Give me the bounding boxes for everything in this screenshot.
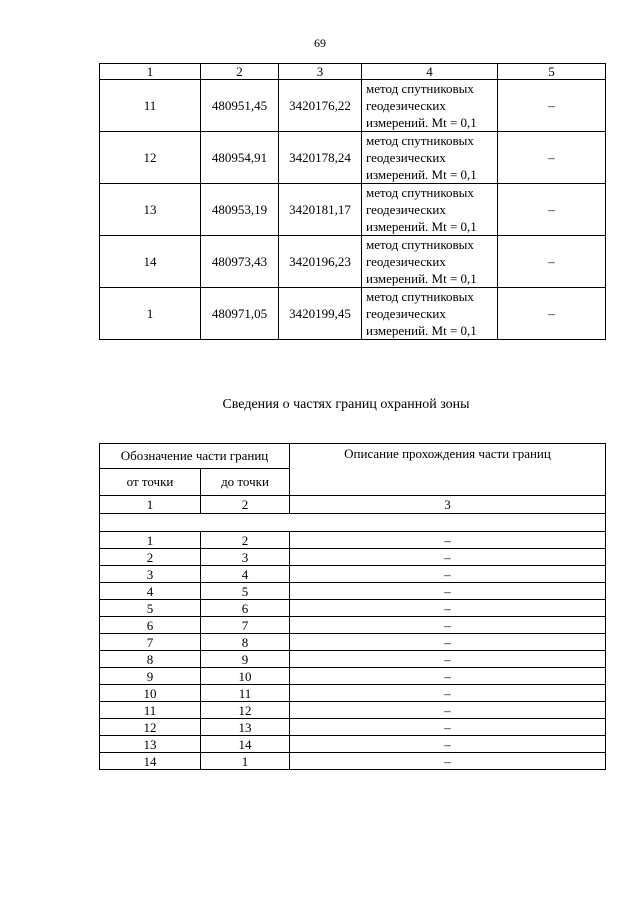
column-number: 4 [362,64,498,80]
from-point: 4 [100,583,201,600]
from-point: 11 [100,702,201,719]
note-cell: – [498,80,606,132]
section-title: Сведения о частях границ охранной зоны [222,397,470,412]
to-point: 11 [201,685,290,702]
table-row [100,80,606,132]
table-row [100,651,606,668]
table-row [100,719,606,736]
boundary-description: – [290,617,606,634]
table-row [100,532,606,549]
coordinate-y: 3420176,22 [279,80,362,132]
to-point: 9 [201,651,290,668]
note-cell: – [498,184,606,236]
coordinates-table [99,63,606,340]
column-number: 3 [290,496,606,514]
blank-cell [100,514,606,532]
coordinate-x: 480953,19 [201,184,279,236]
table-header-row [100,444,606,469]
method-description: метод спутниковых геодезических измерений. Mt = 0,1 [362,184,498,236]
note-cell: – [498,288,606,340]
point-number: 11 [100,80,201,132]
to-point: 6 [201,600,290,617]
point-number: 14 [100,236,201,288]
from-point: 2 [100,549,201,566]
to-point: 1 [201,753,290,770]
table-row [100,736,606,753]
column-number: 1 [100,64,201,80]
point-number: 13 [100,184,201,236]
table-row [100,600,606,617]
note-cell: – [498,236,606,288]
from-point: 13 [100,736,201,753]
table-row [100,753,606,770]
table-row [100,236,606,288]
note-cell: – [498,132,606,184]
from-point: 6 [100,617,201,634]
method-description: метод спутниковых геодезических измерений. Mt = 0,1 [362,80,498,132]
to-point: 10 [201,668,290,685]
boundary-description: – [290,583,606,600]
coordinate-y: 3420181,17 [279,184,362,236]
coordinate-y: 3420178,24 [279,132,362,184]
table-row [100,617,606,634]
boundary-description: – [290,668,606,685]
from-point: 12 [100,719,201,736]
method-description: метод спутниковых геодезических измерений. Mt = 0,1 [362,288,498,340]
to-point: 4 [201,566,290,583]
table-row [100,634,606,651]
from-point-header: от точки [100,469,201,496]
to-point: 13 [201,719,290,736]
table-row [100,668,606,685]
from-point: 1 [100,532,201,549]
boundary-description: – [290,634,606,651]
table-row [100,132,606,184]
boundary-parts-table [99,443,606,770]
method-description: метод спутниковых геодезических измерений. Mt = 0,1 [362,132,498,184]
table-row [100,702,606,719]
coordinate-x: 480954,91 [201,132,279,184]
parts-table-body [100,532,606,770]
boundary-description: – [290,566,606,583]
page-number: 69 [314,36,326,50]
to-point: 5 [201,583,290,600]
designation-header: Обозначение части границ [100,444,290,469]
table-header-row [100,64,606,80]
coordinate-y: 3420199,45 [279,288,362,340]
column-number: 5 [498,64,606,80]
boundary-description: – [290,719,606,736]
coordinate-x: 480973,43 [201,236,279,288]
to-point: 8 [201,634,290,651]
column-number: 1 [100,496,201,514]
from-point: 9 [100,668,201,685]
column-number: 3 [279,64,362,80]
method-description: метод спутниковых геодезических измерений. Mt = 0,1 [362,236,498,288]
column-number-row [100,496,606,514]
table-row [100,288,606,340]
table-row [100,566,606,583]
boundary-description: – [290,685,606,702]
boundary-description: – [290,702,606,719]
table-row [100,583,606,600]
column-number: 2 [201,64,279,80]
boundary-description: – [290,532,606,549]
to-point: 7 [201,617,290,634]
from-point: 8 [100,651,201,668]
blank-row [100,514,606,532]
description-header: Описание прохождения части границ [290,444,606,496]
point-number: 1 [100,288,201,340]
to-point-header: до точки [201,469,290,496]
to-point: 2 [201,532,290,549]
table-row [100,184,606,236]
coordinate-x: 480971,05 [201,288,279,340]
boundary-description: – [290,736,606,753]
coordinate-x: 480951,45 [201,80,279,132]
point-number: 12 [100,132,201,184]
boundary-description: – [290,549,606,566]
to-point: 14 [201,736,290,753]
column-number: 2 [201,496,290,514]
boundary-description: – [290,600,606,617]
table-row [100,549,606,566]
from-point: 5 [100,600,201,617]
from-point: 7 [100,634,201,651]
boundary-description: – [290,651,606,668]
coordinate-y: 3420196,23 [279,236,362,288]
table-row [100,685,606,702]
to-point: 12 [201,702,290,719]
to-point: 3 [201,549,290,566]
from-point: 3 [100,566,201,583]
from-point: 10 [100,685,201,702]
from-point: 14 [100,753,201,770]
boundary-description: – [290,753,606,770]
